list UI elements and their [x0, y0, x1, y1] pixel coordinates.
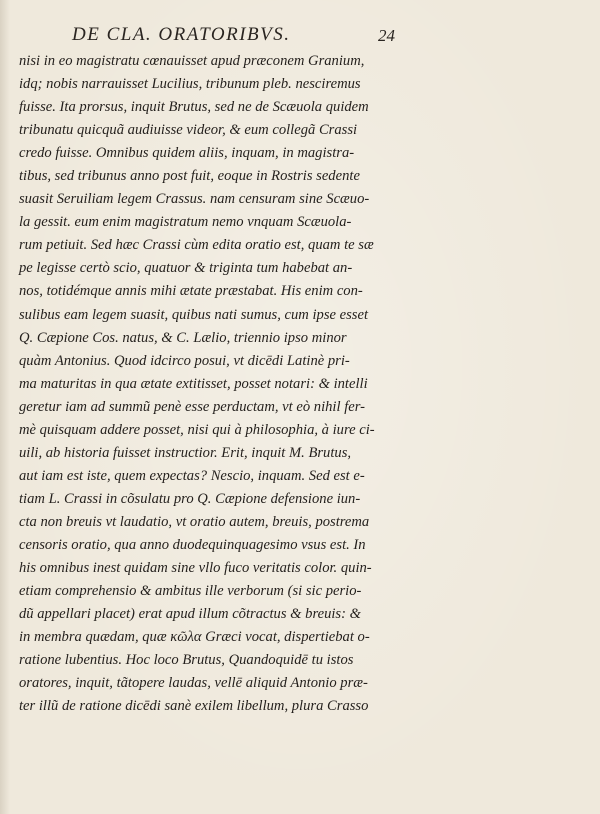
text-line: dũ appellari placet) erat apud illum cõtractus & breuis: & [19, 606, 361, 623]
text-line: oratores, inquit, tãtopere laudas, vellē aliquid Antonio præ- [19, 675, 368, 692]
text-line: etiam comprehensio & ambitus ille verborum (si sic perio- [19, 583, 362, 600]
running-title: DE CLA. ORATORIBVS. [72, 24, 291, 45]
text-line: quàm Antonius. Quod idcirco posui, vt dicēdi Latinè pri- [19, 352, 350, 369]
text-line: idq; nobis narrauisset Lucilius, tribunum pleb. nesciremus [19, 76, 361, 93]
page-number: 24 [378, 26, 395, 45]
text-line: his omnibus inest quidam sine vllo fuco veritatis color. quin- [19, 560, 372, 577]
text-line: fuisse. Ita prorsus, inquit Brutus, sed ne de Scæuola quidem [19, 99, 369, 116]
text-line: nos, totidémque annis mihi ætate præstabat. His enim con- [19, 283, 363, 300]
text-line: ma maturitas in qua ætate extitisset, posset notari: & intelli [19, 375, 368, 392]
text-line: cta non breuis vt laudatio, vt oratio autem, breuis, postrema [19, 513, 370, 530]
text-line: rum petiuit. Sed hæc Crassi cùm edita oratio est, quam te sæ [19, 237, 374, 254]
text-line: credo fuisse. Omnibus quidem aliis, inquam, in magistra- [19, 145, 355, 162]
gutter-shadow [0, 0, 10, 814]
text-line: in membra quædam, quæ κῶλα Græci vocat, dispertiebat o- [19, 629, 370, 646]
text-line: Q. Cæpione Cos. natus, & C. Lælio, triennio ipso minor [19, 329, 347, 346]
text-line: la gessit. eum enim magistratum nemo vnquam Scæuola- [19, 214, 352, 231]
text-line: ratione lubentius. Hoc loco Brutus, Quandoquidē tu istos [19, 652, 354, 669]
text-line: geretur iam ad summũ penè esse perductam, vt eò nihil fer- [19, 398, 365, 415]
text-line: censoris oratio, qua anno duodequinquagesimo vsus est. In [19, 536, 366, 553]
text-line: uili, ab historia fuisset instructior. Erit, inquit M. Brutus, [19, 444, 352, 461]
text-line: pe legisse certò scio, quatuor & triginta tum habebat an- [19, 260, 353, 277]
text-line: mè quisquam addere posset, nisi qui à philosophia, à iure ci- [19, 421, 375, 438]
body-text [19, 50, 399, 718]
text-line: tiam L. Crassi in cõsulatu pro Q. Cæpione defensione iun- [19, 490, 361, 507]
text-line: ter illũ de ratione dicēdi sanè exilem libellum, plura Crasso [19, 698, 369, 715]
text-line: suasit Seruiliam legem Crassus. nam censuram sine Scæuo- [19, 191, 370, 208]
text-line: tibus, sed tribunus anno post fuit, eoque in Rostris sedente [19, 168, 360, 185]
text-line: sulibus eam legem suasit, quibus nati sumus, cum ipse esset [19, 306, 369, 323]
text-line: aut iam est iste, quem expectas? Nescio, inquam. Sed est e- [19, 467, 365, 484]
text-line: tribunatu quicquã audiuisse videor, & eum collegã Crassi [19, 122, 358, 139]
text-line: nisi in eo magistratu cœnauisset apud præconem Granium, [19, 53, 365, 69]
